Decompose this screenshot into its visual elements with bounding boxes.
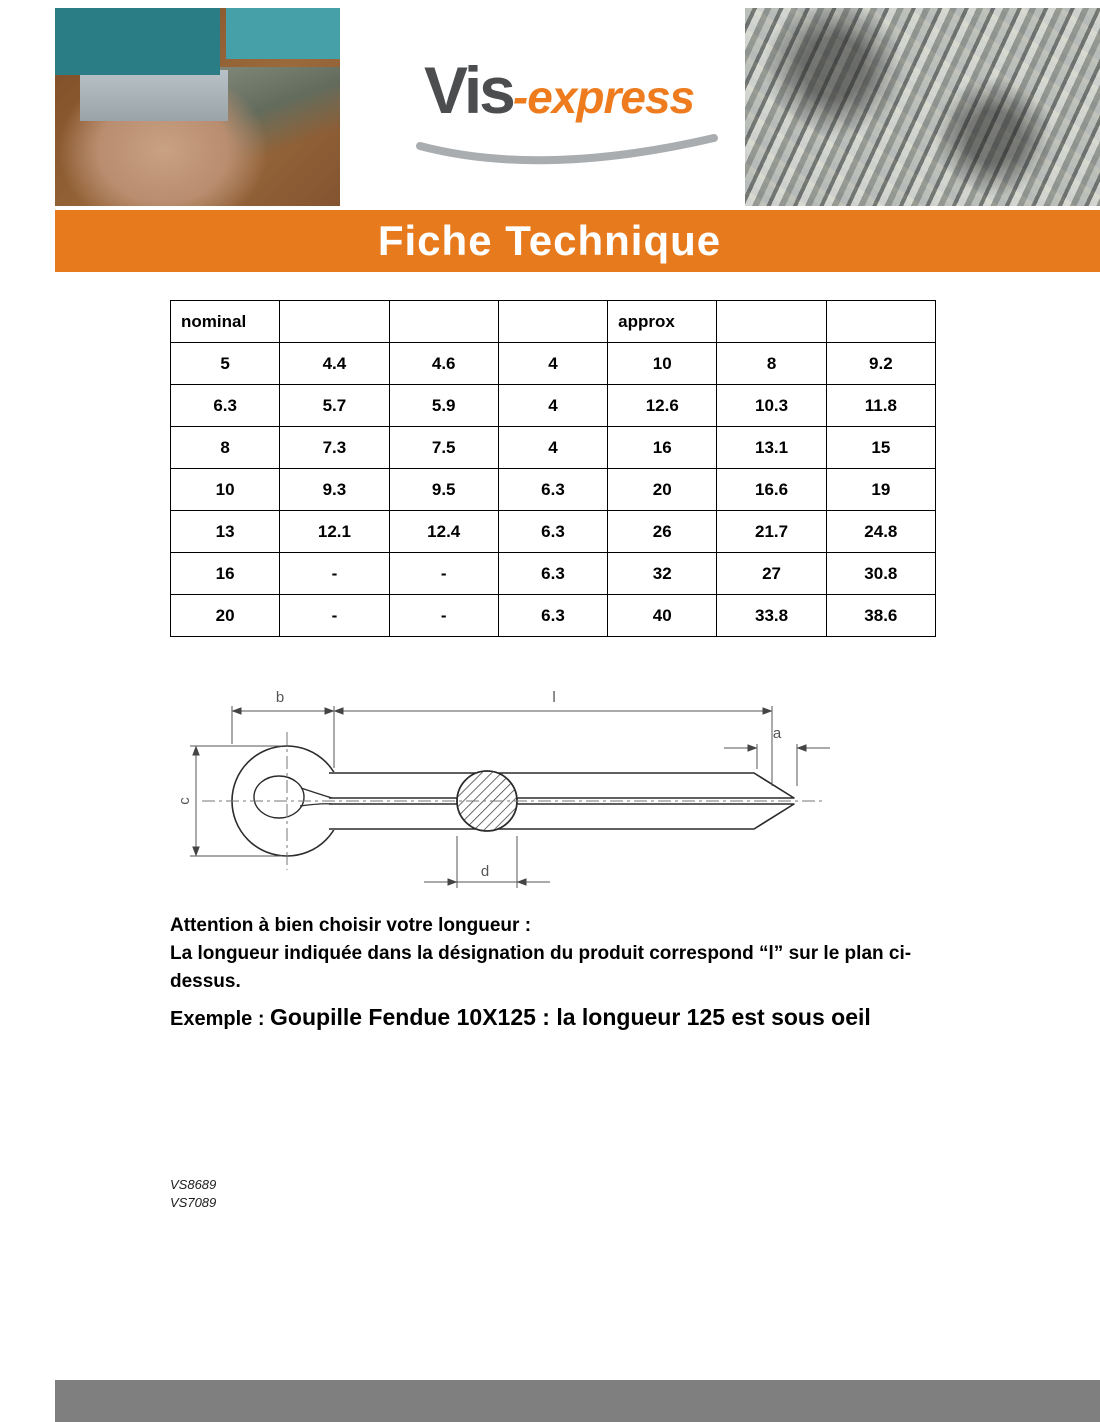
product-code: VS8689 [170,1177,217,1192]
table-cell: 38.6 [826,595,935,637]
table-cell: 5.9 [389,385,498,427]
table-cell: 13.1 [717,427,826,469]
table-cell: 4 [498,343,607,385]
dimensions-table [170,300,936,637]
example-text: Goupille Fendue 10X125 : la longueur 125 est sous oeil [270,1004,871,1030]
table-cell: - [280,595,389,637]
table-cell: 6.3 [498,511,607,553]
table-cell: 12.1 [280,511,389,553]
table-cell: 11.8 [826,385,935,427]
table-row [171,469,936,511]
table-cell: 16 [171,553,280,595]
table-cell: 19 [826,469,935,511]
table-cell: 10 [171,469,280,511]
product-code: VS7089 [170,1195,217,1210]
length-notes [170,912,955,1031]
cotter-pin-diagram [172,686,852,916]
logo-swoosh-icon [412,130,722,180]
logo-text-express: -express [512,71,695,123]
table-cell: 16 [608,427,717,469]
table-cell: 30.8 [826,553,935,595]
table-cell: 32 [608,553,717,595]
table-cell: 15 [826,427,935,469]
table-cell: 20 [608,469,717,511]
table-cell: 7.5 [389,427,498,469]
table-header-cell [717,301,826,343]
page-header [55,8,1100,206]
table-row [171,553,936,595]
table-header-cell: nominal [171,301,280,343]
table-cell: 10.3 [717,385,826,427]
table-cell: 20 [171,595,280,637]
table-cell: 5.7 [280,385,389,427]
table-cell: 33.8 [717,595,826,637]
table-header-cell: approx [608,301,717,343]
logo-text-vis: Vis [424,53,513,127]
table-header-cell [826,301,935,343]
table-cell: 10 [608,343,717,385]
banner-title: Fiche Technique [55,210,1100,272]
table-header-cell [280,301,389,343]
table-cell: 7.3 [280,427,389,469]
table-cell: 24.8 [826,511,935,553]
table-cell: 21.7 [717,511,826,553]
logo-area [340,8,745,206]
table-header-cell [498,301,607,343]
table-cell: 4 [498,427,607,469]
table-row [171,595,936,637]
dim-label-a: a [772,725,782,742]
dim-label-c: c [176,797,193,805]
dim-label-l: l [552,689,556,706]
dim-label-d: d [480,863,490,880]
vis-express-logo [424,52,694,128]
table-cell: 8 [717,343,826,385]
technical-drawing [172,686,852,921]
table-cell: 4.4 [280,343,389,385]
table-cell: 13 [171,511,280,553]
table-cell: - [280,553,389,595]
table-cell: 4.6 [389,343,498,385]
table-cell: 26 [608,511,717,553]
table-cell: 27 [717,553,826,595]
table-cell: 6.3 [498,595,607,637]
table-row [171,343,936,385]
note-line-2: La longueur indiquée dans la désignation du produit correspond “l” sur le plan ci-dessus. [170,943,912,992]
table-cell: 4 [498,385,607,427]
table-cell: 16.6 [717,469,826,511]
table-cell: 6.3 [498,469,607,511]
table-cell: 12.4 [389,511,498,553]
product-codes [170,1176,216,1212]
screws-pile-photo [745,8,1100,206]
dim-label-b: b [275,689,285,706]
table-cell: 9.2 [826,343,935,385]
workbench-tools-photo [55,8,340,206]
table-cell: 6.3 [171,385,280,427]
table-cell: 12.6 [608,385,717,427]
note-example [170,1004,955,1031]
table-cell: 5 [171,343,280,385]
table-cell: 8 [171,427,280,469]
table-row [171,385,936,427]
footer-bar [55,1380,1100,1422]
example-label: Exemple : [170,1008,271,1030]
table-row [171,511,936,553]
table-cell: - [389,553,498,595]
table-cell: 9.3 [280,469,389,511]
table-row [171,427,936,469]
table-cell: - [389,595,498,637]
table-header-row [171,301,936,343]
table-cell: 40 [608,595,717,637]
note-line-1: Attention à bien choisir votre longueur : [170,915,532,936]
table-cell: 6.3 [498,553,607,595]
table-header-cell [389,301,498,343]
table-cell: 9.5 [389,469,498,511]
